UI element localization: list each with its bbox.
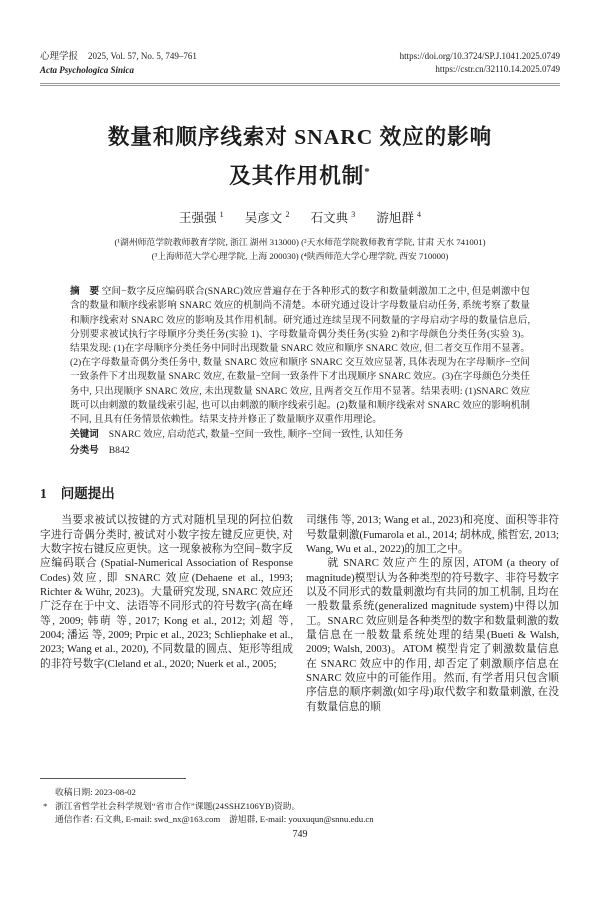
- journal-issue-line: [40, 50, 197, 64]
- author-name: 吴彦文: [244, 211, 283, 226]
- author-2: [245, 211, 290, 225]
- author-affiliation-sup: 3: [351, 210, 356, 219]
- paper-title-line2: 及其作用机制*: [229, 164, 371, 189]
- journal-issue: 2025, Vol. 57, No. 5, 749–761: [88, 51, 197, 61]
- paper-page: [0, 50, 600, 901]
- author-4: [376, 211, 421, 225]
- classification-value: B842: [108, 444, 130, 456]
- author-affiliation-sup: 1: [219, 210, 224, 219]
- journal-header-left: [40, 50, 197, 76]
- keywords-line: [70, 427, 530, 443]
- body-paragraph: 当要求被试以按键的方式对随机呈现的阿拉伯数字进行奇偶分类时, 被试对小数字按左键反应更快, 对大数字按右键反应更快。这一现象被称为空间−数字反应编码联合 (Spatial-Numerical Association of Response Codes)效应, 即 SNARC 效应(Dehaene et al., 1993; Richter & Wühr, 2023)。大量研究发现, SNARC 效应还广泛存在于中文、法语等不同形式的符号数字(高在峰 等, 2009; 韩萌 等, 2017; Kong et al., 2012; 刘超 等, 2004; 潘运 等, 2009; Prpic et al., 2023; Schliephake et al., 2023; Wang et al., 2020), 不同数量的圆点、矩形等组成的非符号数字(Cleland et al., 2020; Nuerk et al., 2005;: [40, 514, 293, 670]
- author-affiliation-sup: 4: [416, 210, 421, 219]
- section-number: 1: [40, 486, 47, 502]
- journal-name-en: Acta Psychologica Sinica: [40, 64, 134, 75]
- funding-asterisk: *: [43, 800, 48, 811]
- footnote-block: [40, 778, 560, 827]
- author-list: [40, 208, 560, 226]
- journal-name-cn: 心理学报: [40, 52, 79, 62]
- author-affiliation-sup: 2: [285, 210, 290, 219]
- correspondence-note: 通信作者: 石文典, E-mail: swd_nx@163.com 游旭群, E-mail: youxuqun@snnu.edu.cn: [55, 814, 374, 824]
- classification-line: [70, 443, 530, 459]
- funding-note: [40, 800, 560, 814]
- affiliation-line-1: (¹湖州师范学院教师教育学院, 浙江 湖州 313000) (²天水师范学院教师教育学院, 甘肃 天水 741001): [114, 237, 486, 248]
- classification-label: 分类号: [70, 444, 99, 456]
- body-paragraph: 司继伟 等, 2013; Wang et al., 2023)和亮度、面积等非符号数量刺激(Fumarola et al., 2014; 胡林成, 熊哲宏, 2013; Wang, Wu et al., 2022)的加工之中。: [306, 514, 559, 555]
- page-number: 749: [292, 829, 308, 840]
- keywords-text: SNARC 效应, 启动范式, 数量−空间一致性, 顺序−空间一致性, 认知任务: [108, 429, 404, 441]
- body-column-left: [40, 513, 293, 714]
- received-date: 收稿日期: 2023-08-02: [55, 787, 136, 797]
- journal-header-right: [400, 50, 560, 76]
- title-footnote-mark: *: [364, 166, 371, 178]
- paper-title-line1: 数量和顺序线索对 SNARC 效应的影响: [107, 125, 493, 149]
- affiliations: [40, 235, 560, 263]
- author-name: 王强强: [179, 211, 217, 226]
- footnote-rule: [40, 778, 186, 779]
- body-paragraph: 就 SNARC 效应产生的原因, ATOM (a theory of magnitude)模型认为各种类型的符号数字、非符号数字以及不同形式的数量刺激均有共同的加工机制, 且均在一般数量系统(generalized magnitude system)中得以加工。SNARC 效应则是各种类型的数字和数量刺激的数量信息在一般数量系统处理的结果(Bueti & Walsh, 2009; Walsh, 2003)。ATOM 模型肯定了刺激数量信息在 SNARC 效应中的作用, 却否定了刺激顺序信息在 SNARC 效应中的可能作用。然而, 有学者用只包含顺序信息的顺序刺激(如字母)取代数字和数量刺激, 在没有数量信息的顺: [306, 557, 559, 713]
- paper-title: [40, 120, 560, 194]
- author-1: [179, 211, 224, 225]
- author-3: [311, 211, 356, 225]
- doi-link: https://doi.org/10.3724/SP.J.1041.2025.0749: [399, 51, 560, 61]
- section-1-heading: [40, 482, 560, 502]
- author-name: 游旭群: [376, 211, 414, 226]
- keywords-label: 关键词: [70, 429, 99, 441]
- affiliation-line-2: (³上海师范大学心理学院, 上海 200030) (⁴陕西师范大学心理学院, 西安 710000): [151, 251, 449, 262]
- funding-text: 浙江省哲学社会科学规划“省市合作”课题(24SSHZ106YB)资助。: [55, 800, 301, 811]
- abstract-label: 摘 要: [70, 286, 100, 298]
- author-name: 石文典: [310, 211, 349, 226]
- abstract-text: 空间−数字反应编码联合(SNARC)效应普遍存在于各种形式的数字和数量刺激加工之中, 但是刺激中包含的数量和顺序线索影响 SNARC 效应的机制尚不清楚。本研究通过设计字母数量启动任务, 系统考察了数量和顺序线索对 SNARC 效应的影响及其作用机制。研究通过连续呈现不同数量的字母启动字母的数量信息后, 分别要求被试执行字母顺序分类任务(实验 1)、字母数量奇偶分类任务(实验 2)和字母颜色分类任务(实验 3)。结果发现: (1)在字母顺序分类任务中同时出现数量 SNARC 效应和顺序 SNARC 效应, 但二者交互作用不显著。(2)在字母数量奇偶分类任务中, 数量 SNARC 效应和顺序 SNARC 交互效应显著, 具体表现为在字母顺序−空间一致条件下才出现数量 SNARC 效应, 在数量−空间一致条件下才出现顺序 SNARC 效应。(3)在字母颜色分类任务中, 只出现顺序 SNARC 效应, 未出现数量 SNARC 效应, 且两者交互作用不显著。结果表明: (1)SNARC 效应既可以由刺激的数量线索引起, 也可以由刺激的顺序线索引起。(2)数量和顺序线索对 SNARC 效应的影响机制不同, 且具有任务情景依赖性。结果支持并修正了数量顺序双重作用理论。: [70, 286, 531, 425]
- journal-header: [40, 50, 560, 76]
- body-columns: [40, 513, 560, 714]
- cstr-link: https://cstr.cn/32110.14.2025.0749: [435, 63, 560, 74]
- body-column-right: [306, 513, 559, 714]
- section-title: 问题提出: [60, 486, 115, 502]
- header-divider-rule: [40, 83, 560, 86]
- abstract: [70, 285, 530, 427]
